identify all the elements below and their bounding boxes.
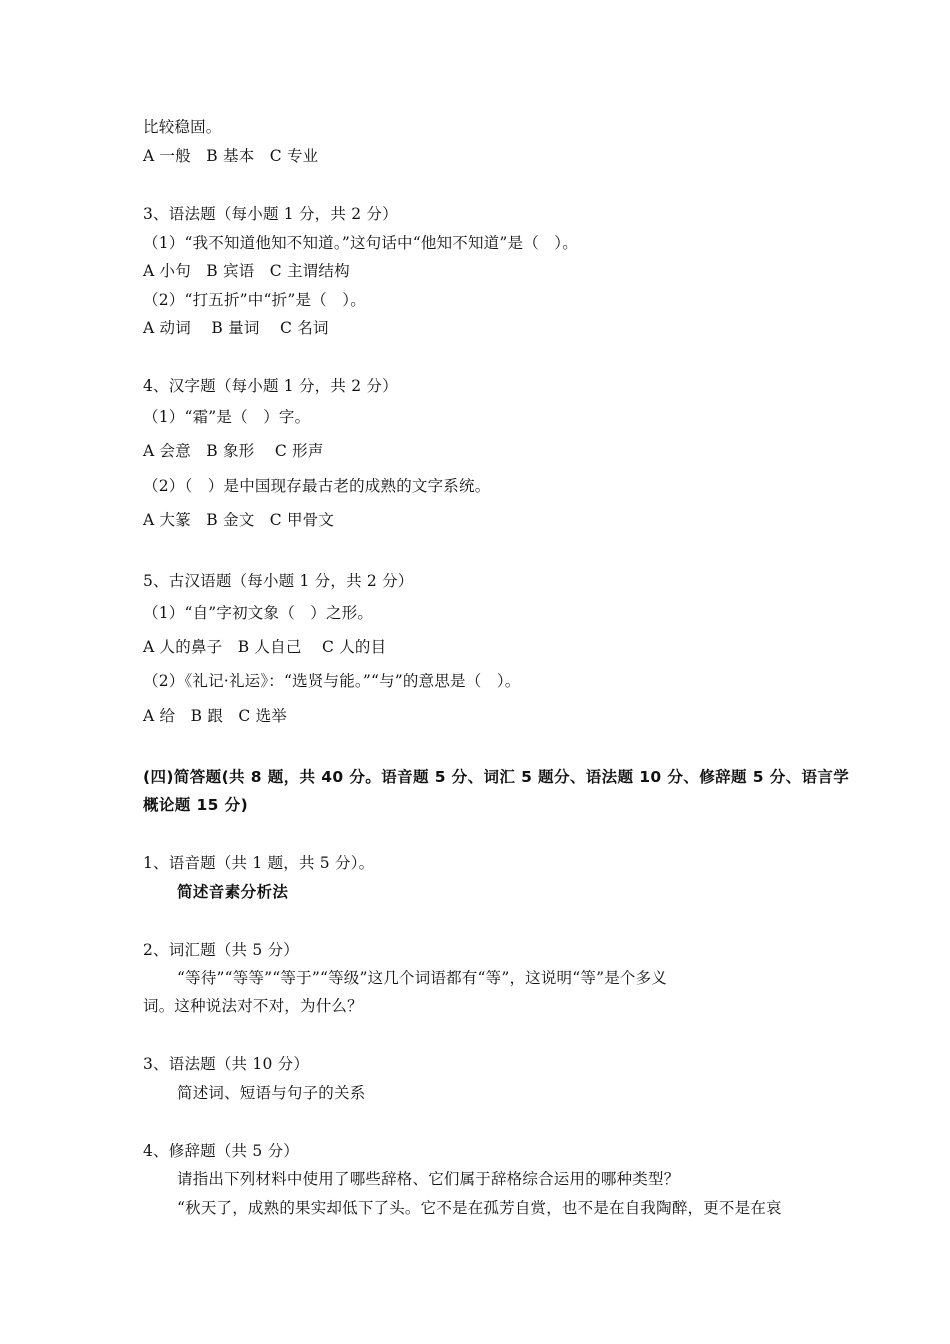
section-heading-phonetics: 1、语音题（共 1 题，共 5 分）。 <box>143 854 375 872</box>
question-text: 请指出下列材料中使用了哪些辞格、它们属于辞格综合运用的哪种类型？ <box>177 1170 680 1188</box>
section-heading-vocabulary: 2、词汇题（共 5 分） <box>143 941 299 959</box>
part-heading-short-answer: (四)简答题(共 8 题，共 40 分。语音题 5 分、词汇 5 题分、语法题 10 分、修辞题 5 分、语言学 <box>143 768 850 786</box>
answer-options: A 给 B 跟 C 选举 <box>143 707 287 725</box>
answer-options: A 大篆 B 金文 C 甲骨文 <box>143 511 335 529</box>
question-text: （2）（ ）是中国现存最古老的成熟的文字系统。 <box>143 477 491 495</box>
question-text: （1）“自”字初文象（ ）之形。 <box>143 604 374 622</box>
question-text: “等待”“等等”“等于”“等级”这几个词语都有“等”，这说明“等”是个多义 <box>177 969 667 987</box>
answer-options: A 会意 B 象形 C 形声 <box>143 442 324 460</box>
question-continuation-text: 比较稳固。 <box>143 118 222 136</box>
question-text: （2）“打五折”中“折”是（ ）。 <box>143 291 366 309</box>
question-text: （2）《礼记·礼运》：“选贤与能。”“与”的意思是（ ）。 <box>143 672 521 690</box>
section-heading-grammar: 3、语法题（每小题 1 分，共 2 分） <box>143 205 398 223</box>
section-heading-grammar-short: 3、语法题（共 10 分） <box>143 1055 310 1073</box>
section-heading-classical-chinese: 5、古汉语题（每小题 1 分，共 2 分） <box>143 572 414 590</box>
part-heading-short-answer-continued: 概论题 15 分) <box>143 796 249 814</box>
section-heading-rhetoric: 4、修辞题（共 5 分） <box>143 1142 299 1160</box>
section-heading-characters: 4、汉字题（每小题 1 分，共 2 分） <box>143 377 398 395</box>
question-text: （1）“霜”是（ ）字。 <box>143 408 311 426</box>
answer-options: A 人的鼻子 B 人自己 C 人的目 <box>143 638 387 656</box>
answer-options: A 小句 B 宾语 C 主谓结构 <box>143 262 350 280</box>
question-text: 简述词、短语与句子的关系 <box>177 1084 366 1102</box>
answer-options: A 动词 B 量词 C 名词 <box>143 319 329 337</box>
question-text-continued: 词。这种说法对不对，为什么？ <box>143 997 363 1015</box>
question-text: 简述音素分析法 <box>177 883 289 901</box>
question-text: （1）“我不知道他知不知道。”这句话中“他知不知道”是（ ）。 <box>143 234 578 252</box>
answer-options: A 一般 B 基本 C 专业 <box>143 147 319 165</box>
quoted-material: “秋天了，成熟的果实却低下了头。它不是在孤芳自赏，也不是在自我陶醉，更不是在哀 <box>177 1199 782 1217</box>
